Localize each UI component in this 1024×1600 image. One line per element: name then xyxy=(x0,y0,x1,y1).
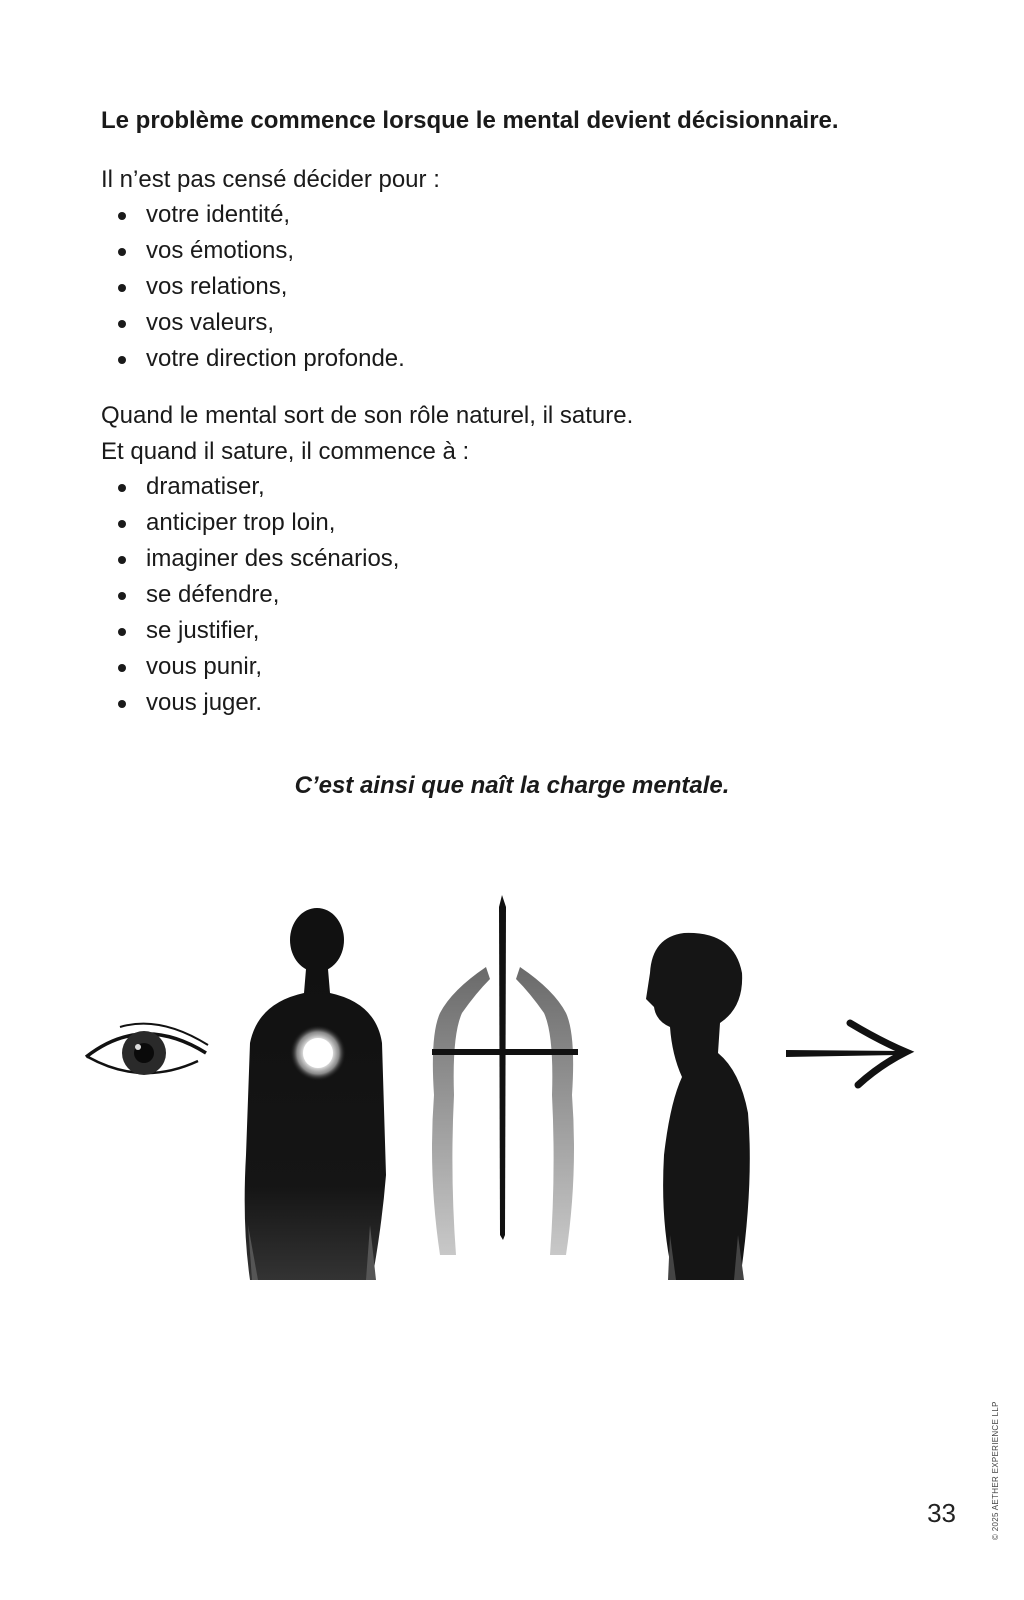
list-item: imaginer des scénarios, xyxy=(101,541,399,577)
head-profile-silhouette xyxy=(646,933,750,1280)
intro-paragraph: Il n’est pas censé décider pour : xyxy=(101,166,440,193)
section-heading: Le problème commence lorsque le mental devient décisionnaire. xyxy=(101,107,839,134)
copyright-notice: © 2025 AETHER EXPERIENCE LLP xyxy=(991,1401,1000,1540)
list-item: anticiper trop loin, xyxy=(101,505,399,541)
ink-illustration xyxy=(80,895,940,1315)
eye-icon xyxy=(86,1024,208,1075)
list-item: vos émotions, xyxy=(101,233,405,269)
list-item: se défendre, xyxy=(101,577,399,613)
tagline: C’est ainsi que naît la charge mentale. xyxy=(294,772,730,799)
list-item: vous punir, xyxy=(101,649,399,685)
decision-areas-list xyxy=(101,197,405,377)
saturation-effects-list xyxy=(101,469,399,721)
list-item: votre identité, xyxy=(101,197,405,233)
saturation-paragraph-line-1: Quand le mental sort de son rôle naturel, il sature. xyxy=(101,402,634,429)
list-item: vos valeurs, xyxy=(101,305,405,341)
saturation-paragraph-line-2: Et quand il sature, il commence à : xyxy=(101,438,470,465)
list-item: votre direction profonde. xyxy=(101,341,405,377)
list-item: dramatiser, xyxy=(101,469,399,505)
arrow-right-icon xyxy=(786,1023,906,1085)
list-item: se justifier, xyxy=(101,613,399,649)
spine-cross-figure xyxy=(432,895,578,1255)
page-number: 33 xyxy=(927,1498,956,1528)
list-item: vous juger. xyxy=(101,685,399,721)
list-item: vos relations, xyxy=(101,269,405,305)
human-silhouette-with-light xyxy=(245,908,386,1280)
